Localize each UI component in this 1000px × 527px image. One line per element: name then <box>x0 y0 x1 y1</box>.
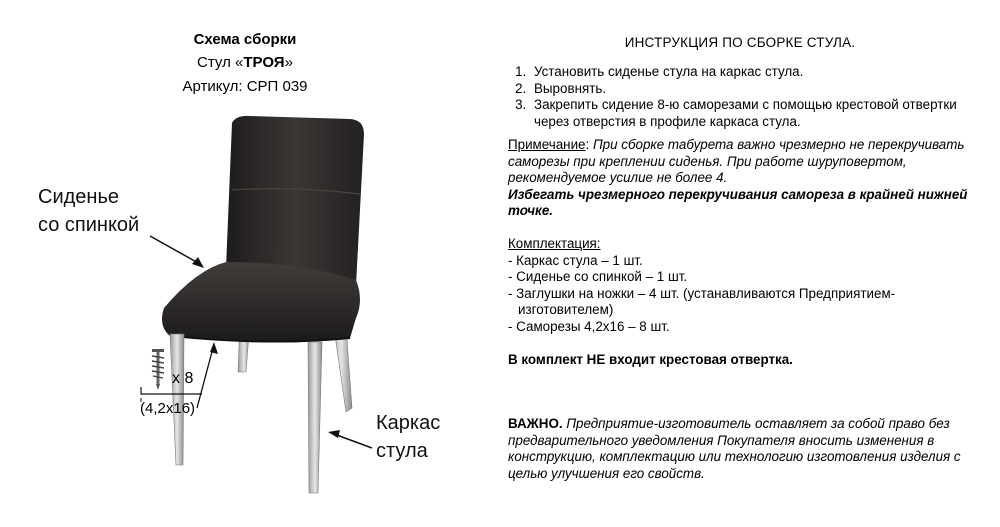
screw-size: (4,2x16) <box>140 400 196 417</box>
important-text: Предприятие-изготовитель оставляет за собой право без предварительного уведомления Покупателя вносить изменения в конструкцию, комплектацию или технологию изготовления изделия с целью улучшения его свойств. <box>508 416 961 481</box>
step-2: 2. Выровнять. <box>530 81 978 98</box>
chair-backrest <box>226 116 364 285</box>
not-included-notice: В комплект НЕ входит крестовая отвертка. <box>508 352 793 367</box>
chair-seat <box>162 262 360 343</box>
chair-model: ТРОЯ <box>243 54 285 71</box>
step-3: 3. Закрепить сидение 8-ю саморезами с помощью крестовой отвертки через отверстия в профиле каркаса стула. <box>530 97 978 130</box>
frame-label-line1: Каркас <box>376 412 441 434</box>
screw-icon <box>152 349 164 390</box>
frame-label-line2: стула <box>376 440 428 462</box>
kit-item: - Сиденье со спинкой – 1 шт. <box>508 269 688 284</box>
note-label: Примечание <box>508 137 586 152</box>
kit-item: - Каркас стула – 1 шт. <box>508 252 643 268</box>
kit-item: - Заглушки на ножки – 4 шт. (устанавливаются Предприятием- <box>508 285 896 301</box>
kit-block <box>508 236 978 335</box>
frame-arrow <box>334 434 372 448</box>
instruction-steps <box>508 64 978 130</box>
kit-item: - Саморезы 4,2x16 – 8 шт. <box>508 318 670 334</box>
kit-item-continuation: изготовителем) <box>518 302 614 317</box>
chair-front-leg-right <box>308 342 322 493</box>
note-warning: Избегать чрезмерного перекручивания самореза в крайней нижней точке. <box>508 186 968 218</box>
important-block <box>508 416 978 482</box>
seat-arrow <box>150 236 200 264</box>
seat-label-line2: со спинкой <box>38 214 140 236</box>
chair-name <box>140 52 350 74</box>
screw-arrow <box>197 348 213 408</box>
scheme-title: Схема сборки <box>193 31 297 48</box>
note-text: При сборке табурета важно чрезмерно не перекручивать саморезы при креплении сиденья. При работе шуруповертом, рекомендуемое усилие не более 4. <box>508 137 965 185</box>
instruction-title: ИНСТРУКЦИЯ ПО СБОРКЕ СТУЛА. <box>624 35 856 50</box>
step-1: 1. Установить сиденье стула на каркас стула. <box>530 64 978 81</box>
article-number: Артикул: СРП 039 <box>182 78 308 95</box>
chair-name-suffix: » <box>284 54 293 71</box>
chair-name-prefix: Стул « <box>197 54 244 71</box>
important-label: ВАЖНО. <box>508 416 563 431</box>
screw-count: x 8 <box>172 370 194 387</box>
note-block: Примечание: При сборке табурета важно чрезмерно не перекручивать саморезы при креплении сиденья. При работе шуруповертом, рекомендуемое усилие не более 4. Избегать чрезмерного перекручивания самореза в крайней нижней точке. <box>508 137 968 218</box>
seat-label-line1: Сиденье <box>38 186 119 208</box>
kit-label: Комплектация: <box>508 236 601 251</box>
